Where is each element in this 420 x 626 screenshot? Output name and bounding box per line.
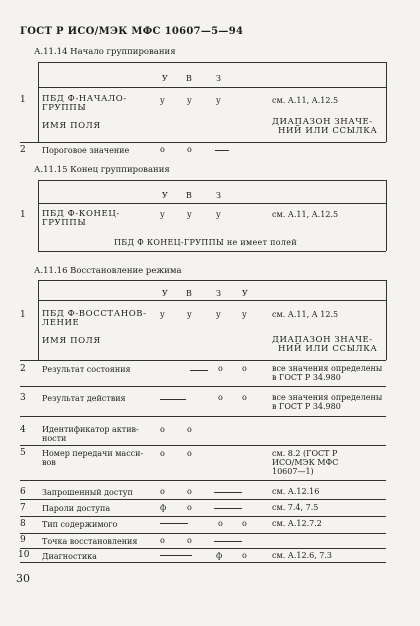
cell-mark: у [216,210,221,219]
section-title: А.11.16 Восстановление режима [34,266,182,276]
value-range-header: ДИАПАЗОН ЗНАЧЕ- [272,335,373,345]
empty-dash [190,370,208,371]
cell-mark: у [160,96,165,105]
field-name: ПБД Ф-ВОССТАНОВ- [42,309,147,319]
value-range-header: НИЙ ИЛИ ССЫЛКА [278,126,378,136]
cell-mark: у [242,310,247,319]
cell-mark: у [187,310,192,319]
value-range-header: ДИАПАЗОН ЗНАЧЕ- [272,117,373,127]
cell-mark: у [216,96,221,105]
divider [20,516,386,517]
column-header: З [216,74,221,83]
row-number: 1 [20,310,26,320]
page-header: ГОСТ Р ИСО/МЭК МФС 10607—5—94 [20,26,244,37]
cell-mark: ф [160,503,167,512]
row-number: 9 [20,535,26,545]
note: ПБД Ф КОНЕЦ-ГРУППЫ не имеет полей [114,238,297,247]
field-name: ПБД Ф-НАЧАЛО- [42,94,127,104]
divider [38,280,386,281]
table-border [386,62,387,142]
field-name: ИМЯ ПОЛЯ [42,336,101,346]
cell-mark: о [242,364,247,373]
divider [20,360,386,361]
table-border [386,280,387,360]
cell-mark: о [242,551,247,560]
cell-mark: о [187,503,192,512]
column-header: У [162,74,168,83]
divider [20,416,386,417]
row-number: 2 [20,364,26,374]
divider [20,499,386,500]
column-header: В [186,191,192,200]
empty-dash [214,492,242,493]
divider [20,142,386,143]
section-title: А.11.15 Конец группирования [34,165,170,175]
divider [20,533,386,534]
table-border [38,180,39,251]
empty-dash [214,541,242,542]
reference: см. А.11, А.12.5 [272,210,339,219]
cell-mark: о [160,145,165,154]
reference: см. А.11, А.12.5 [272,96,339,105]
cell-mark: о [187,449,192,458]
reference: см. А.12.16 [272,487,320,496]
field-name: Результат состояния [42,365,131,374]
cell-mark: о [160,425,165,434]
cell-mark: у [160,210,165,219]
row-number: 7 [20,503,26,513]
cell-mark: о [160,449,165,458]
table-border [38,280,39,360]
field-name: Пороговое значение [42,146,130,155]
cell-mark: о [218,364,223,373]
empty-dash [160,555,192,556]
divider [20,480,386,481]
row-number: 6 [20,487,26,497]
reference: ИСО/МЭК МФС [272,458,339,467]
row-number: 1 [20,210,26,220]
field-name: ГРУППЫ [42,218,87,228]
divider [38,300,386,301]
field-name: Точка восстановления [42,537,138,546]
empty-dash [214,508,242,509]
page-number: 30 [16,572,30,585]
field-name: Пароли доступа [42,504,111,513]
reference: см. А.12.7.2 [272,519,322,528]
column-header: З [216,191,221,200]
empty-dash [160,399,186,400]
divider [20,548,386,549]
column-header: В [186,289,192,298]
field-name: Запрошенный доступ [42,488,133,497]
reference: в ГОСТ Р 34.980 [272,373,341,382]
divider [20,386,386,387]
divider [20,562,386,563]
field-name: Номер передачи масси- [42,449,144,458]
column-header: У [162,191,168,200]
divider [38,62,386,63]
row-number: 8 [20,519,26,529]
cell-mark: о [160,487,165,496]
cell-mark: о [218,519,223,528]
section-title: А.11.14 Начало группирования [34,47,176,57]
field-name: Тип содержимого [42,520,118,529]
column-header: У [242,289,248,298]
cell-mark: о [160,536,165,545]
field-name: Диагностика [42,552,97,561]
divider [38,180,386,181]
field-name: ГРУППЫ [42,103,87,113]
divider [20,445,386,446]
field-name: ности [42,434,67,443]
cell-mark: о [242,519,247,528]
row-number: 10 [18,550,30,560]
cell-mark: о [187,145,192,154]
cell-mark: о [187,487,192,496]
field-name: ЛЕНИЕ [42,318,80,328]
cell-mark: у [160,310,165,319]
cell-mark: у [187,210,192,219]
reference: 10607—1) [272,467,314,476]
reference: см. А.11, А 12.5 [272,310,339,319]
cell-mark: ф [216,551,223,560]
cell-mark: о [187,425,192,434]
row-number: 1 [20,95,26,105]
cell-mark: о [242,393,247,402]
field-name: ПБД Ф-КОНЕЦ- [42,209,120,219]
empty-dash [160,523,188,524]
column-header: З [216,289,221,298]
row-number: 5 [20,448,26,458]
field-name: ИМЯ ПОЛЯ [42,121,101,131]
table-border [386,180,387,251]
empty-dash [215,150,229,151]
row-number: 2 [20,145,26,155]
reference: см. 7.4, 7.5 [272,503,319,512]
divider [38,203,386,204]
reference: см. А.12.6, 7.3 [272,551,333,560]
reference: см. 8.2 (ГОСТ Р [272,449,338,458]
row-number: 4 [20,425,26,435]
field-name: Идентификатор актив- [42,425,139,434]
field-name: Результат действия [42,394,126,403]
row-number: 3 [20,393,26,403]
reference: в ГОСТ Р 34.980 [272,402,341,411]
divider [38,251,386,252]
table-border [38,62,39,142]
cell-mark: о [187,536,192,545]
reference: все значения определены [272,364,383,373]
column-header: У [162,289,168,298]
reference: все значения определены [272,393,383,402]
cell-mark: у [187,96,192,105]
cell-mark: у [216,310,221,319]
divider [38,87,386,88]
column-header: В [186,74,192,83]
value-range-header: НИЙ ИЛИ ССЫЛКА [278,344,378,354]
cell-mark: о [218,393,223,402]
field-name: вов [42,458,56,467]
